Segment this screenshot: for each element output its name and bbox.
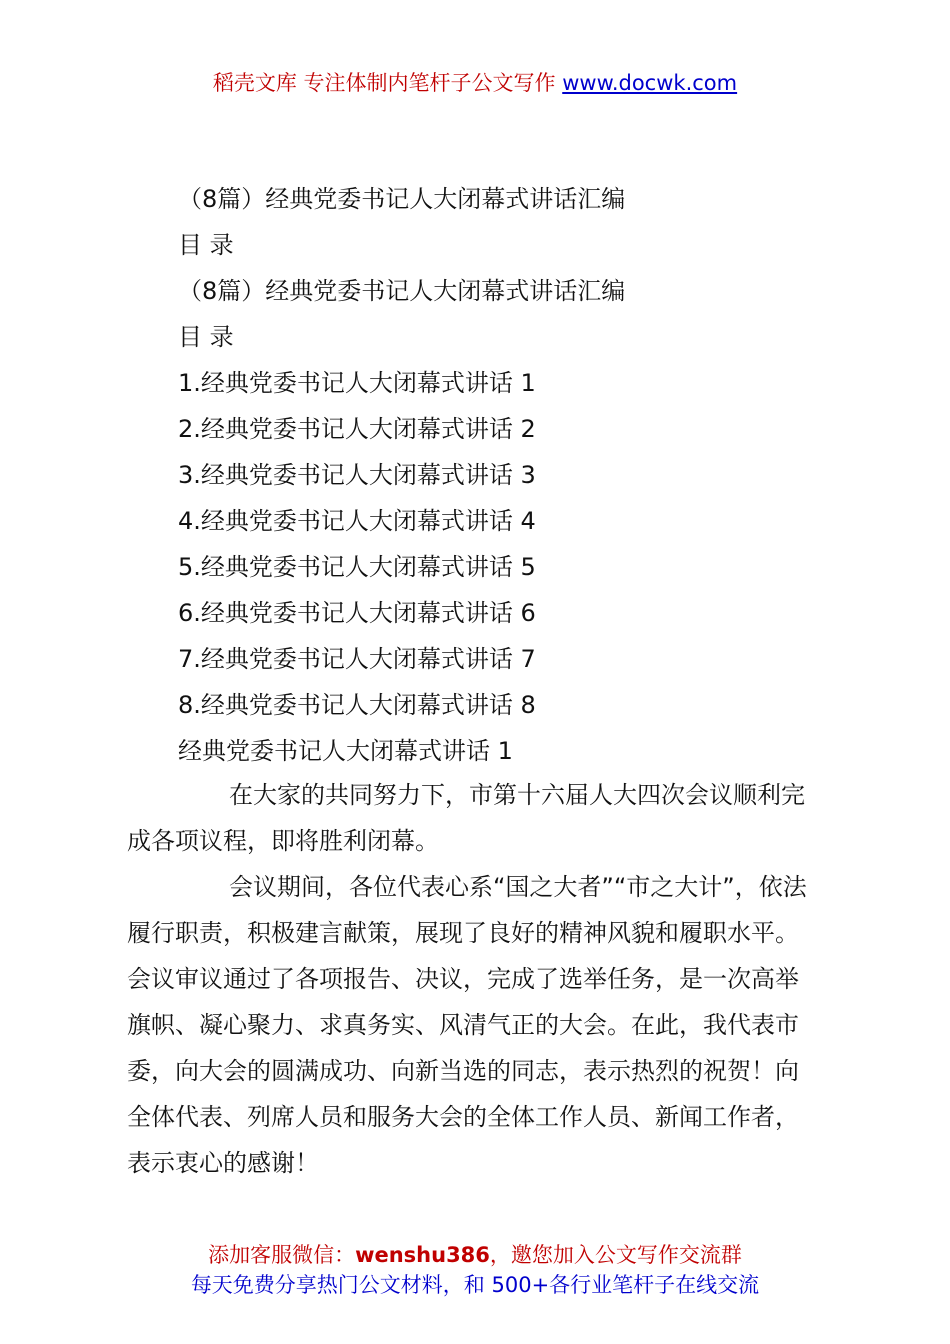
toc-item: 3.经典党委书记人大闭幕式讲话 3 (178, 461, 536, 489)
section-title: 经典党委书记人大闭幕式讲话 1 (178, 737, 513, 765)
brand-text: 稻壳文库 专注体制内笔杆子公文写作 (212, 71, 563, 95)
toc-item: 2.经典党委书记人大闭幕式讲话 2 (178, 415, 536, 443)
footer-suffix: ，邀您加入公文写作交流群 (489, 1243, 742, 1267)
paragraph: 在大家的共同努力下，市第十六届人大四次会议顺利完成各项议程，即将胜利闭幕。 (127, 781, 805, 855)
document-title-repeat: （8篇）经典党委书记人大闭幕式讲话汇编 (178, 277, 626, 305)
toc-item: 1.经典党委书记人大闭幕式讲话 1 (178, 369, 536, 397)
footer-contact-line (0, 1240, 950, 1270)
toc-item: 6.经典党委书记人大闭幕式讲话 6 (178, 599, 536, 627)
toc-heading: 目 录 (178, 231, 234, 259)
footer-prefix: 添加客服微信： (208, 1243, 356, 1267)
page-header (0, 68, 950, 98)
toc-heading-repeat: 目 录 (178, 323, 234, 351)
table-of-contents (178, 176, 878, 774)
paragraph: 会议期间，各位代表心系“国之大者”“市之大计”，依法履行职责，积极建言献策，展现了良好的精神风貌和履职水平。会议审议通过了各项报告、决议，完成了选举任务，是一次高举旗帜、凝心聚力、求真务实、风清气正的大会。在此，我代表市委，向大会的圆满成功、向新当选的同志，表示热烈的祝贺！向全体代表、列席人员和服务大会的全体工作人员、新闻工作者，表示衷心的感谢！ (127, 873, 807, 1177)
wechat-id: wenshu386 (355, 1243, 490, 1267)
speech-body (127, 772, 819, 1186)
document-title: （8篇）经典党委书记人大闭幕式讲话汇编 (178, 185, 626, 213)
toc-item: 5.经典党委书记人大闭幕式讲话 5 (178, 553, 536, 581)
page-footer (0, 1240, 950, 1300)
footer-promo-line: 每天免费分享热门公文材料，和 500+各行业笔杆子在线交流 (190, 1273, 760, 1297)
toc-item: 8.经典党委书记人大闭幕式讲话 8 (178, 691, 536, 719)
toc-item: 7.经典党委书记人大闭幕式讲话 7 (178, 645, 536, 673)
toc-item: 4.经典党委书记人大闭幕式讲话 4 (178, 507, 536, 535)
website-link[interactable]: www.docwk.com (562, 71, 738, 95)
